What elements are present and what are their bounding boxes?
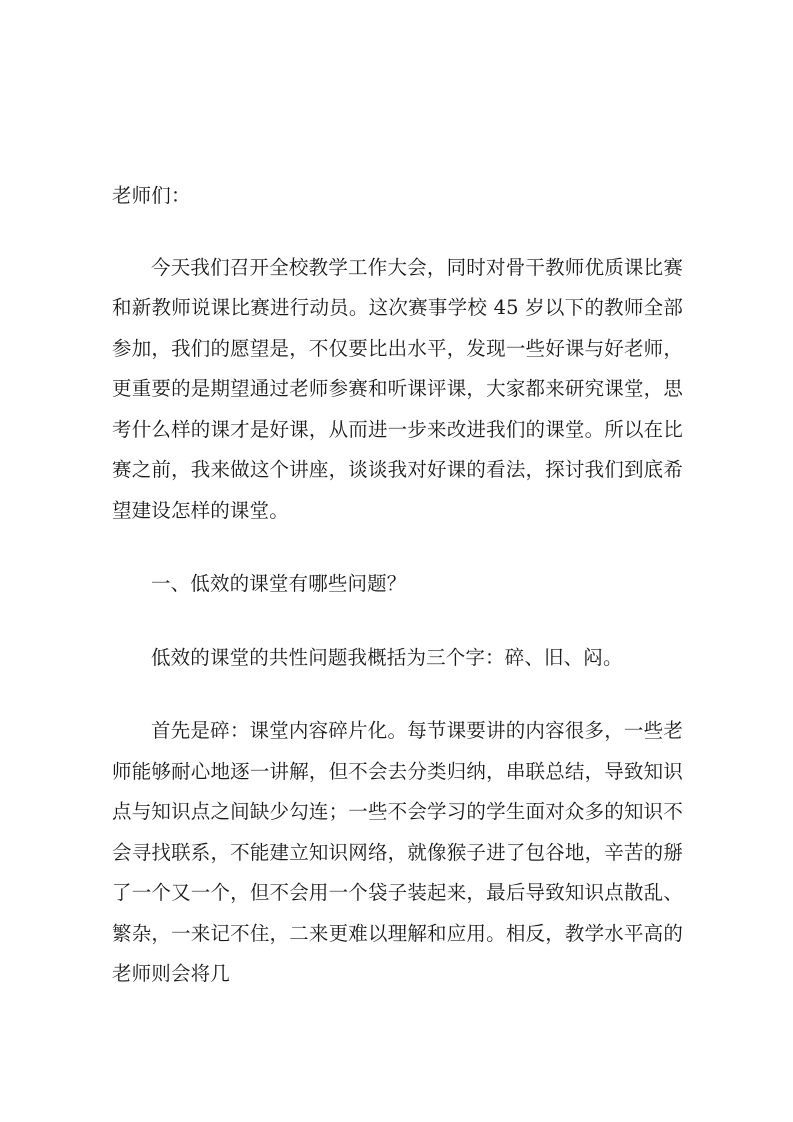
salutation-line: 老师们： xyxy=(112,184,191,207)
heading-section-one: 一、低效的课堂有哪些问题？ xyxy=(151,572,407,595)
spacer-before-fragmented xyxy=(112,678,683,711)
paragraph-intro: 今天我们召开全校教学工作大会，同时对骨干教师优质课比赛和新教师说课比赛进行动员。这次赛事学校 45 岁以下的教师全部参加，我们的愿望是，不仅要比出水平，发现一些好课与好老师，更重要的是期望通过老师参赛和听课评课，大家都来研究课堂，思考什么样的课才是好课，从而进一步来改进我们的课堂。所以在比赛之前，我来做这个讲座，谈谈我对好课的看法，探讨我们到底希望建设怎样的课堂。 xyxy=(112,255,683,522)
document-text-column xyxy=(112,176,683,995)
spacer-before-heading xyxy=(112,531,683,564)
paragraph-summary: 低效的课堂的共性问题我概括为三个字：碎、旧、闷。 xyxy=(151,645,623,669)
spacer-after-salutation xyxy=(112,217,683,248)
paragraph-fragmented: 首先是碎：课堂内容碎片化。每节课要讲的内容很多，一些老师能够耐心地逐一讲解，但不会去分类归纳，串联总结，导致知识点与知识点之间缺少勾连；一些不会学习的学生面对众多的知识不会寻找联系，不能建立知识网络，就像猴子进了包谷地，辛苦的掰了一个又一个，但不会用一个袋子装起来，最后导致知识点散乱、繁杂，一来记不住，二来更难以理解和应用。相反，教学水平高的老师则会将几 xyxy=(112,719,683,985)
spacer-after-heading xyxy=(112,605,683,638)
